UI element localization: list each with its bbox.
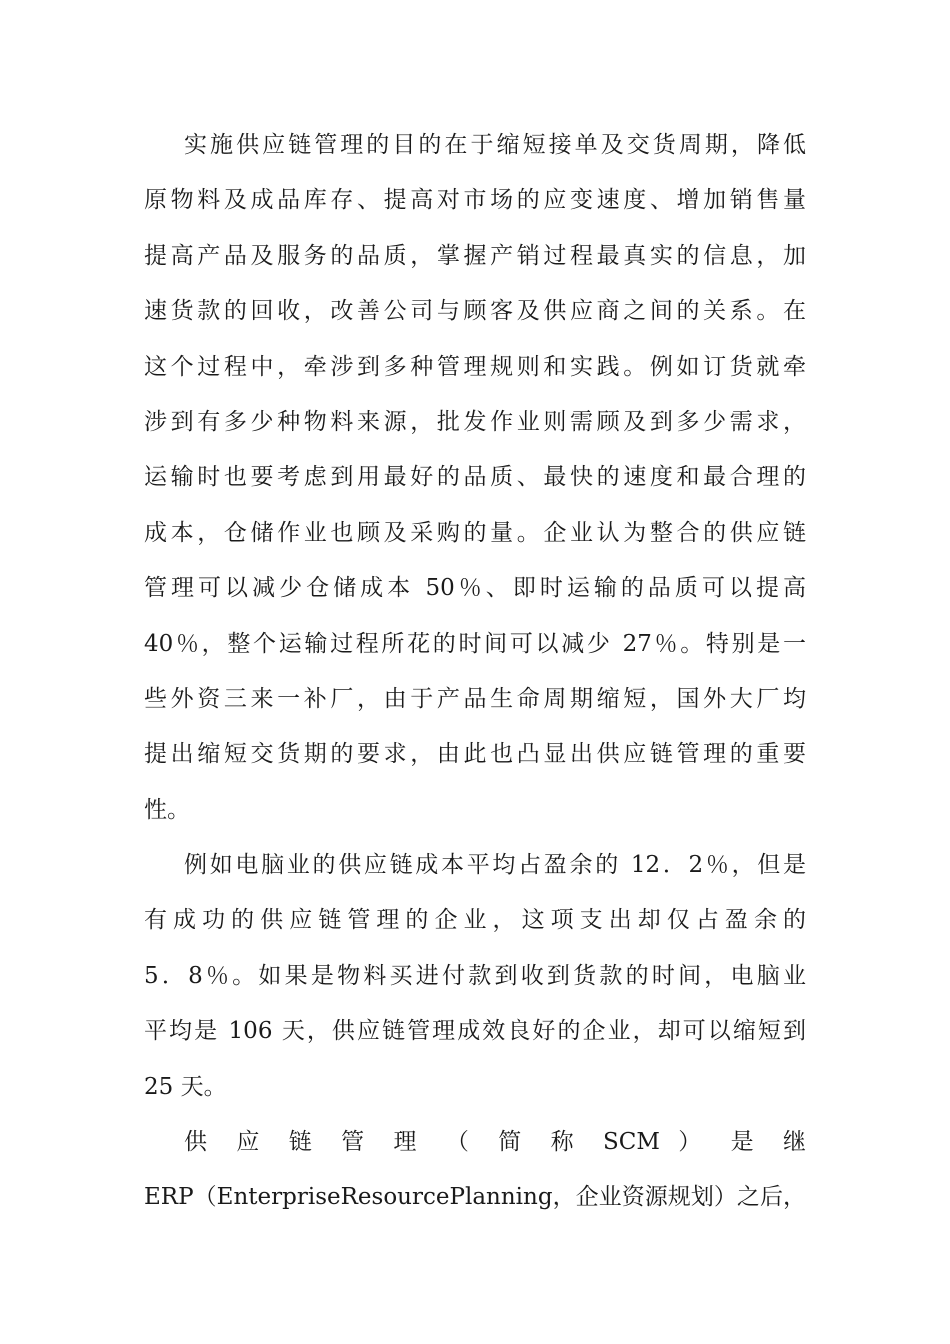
paragraph-1-line-3: 提高产品及服务的品质，掌握产销过程最真实的信息，加: [144, 242, 806, 269]
paragraph-1-line-11: 些外资三来一补厂，由于产品生命周期缩短，国外大厂均: [144, 685, 806, 712]
paragraph-1-line-7: 运输时也要考虑到用最好的品质、最快的速度和最合理的: [144, 464, 806, 491]
body-text: [144, 118, 806, 1226]
paragraph-2-line-1: 例如电脑业的供应链成本平均占盈余的 12．2％，但是: [184, 852, 806, 879]
paragraph-2-line-5: 25 天。: [144, 1073, 227, 1100]
paragraph-1-line-12: 提出缩短交货期的要求，由此也凸显出供应链管理的重要: [144, 741, 806, 768]
paragraph-1-line-6: 涉到有多少种物料来源，批发作业则需顾及到多少需求，: [144, 408, 806, 435]
paragraph-3-line-2: ERP（EnterpriseResourcePlanning，企业资源规划）之后，: [144, 1184, 806, 1211]
paragraph-1-line-5: 这个过程中，牵涉到多种管理规则和实践。例如订货就牵: [144, 353, 806, 380]
paragraph-3-line-1: 供 应 链 管 理 （ 简 称 SCM ） 是 继: [184, 1129, 806, 1156]
paragraph-1-line-10: 40％，整个运输过程所花的时间可以减少 27％。特别是一: [144, 630, 806, 657]
paragraph-1-line-8: 成本，仓储作业也顾及采购的量。企业认为整合的供应链: [144, 519, 806, 546]
paragraph-1-line-13: 性。: [144, 796, 190, 823]
paragraph-2-line-2: 有成功的供应链管理的企业，这项支出却仅占盈余的: [144, 907, 806, 934]
paragraph-2-line-4: 平均是 106 天，供应链管理成效良好的企业，却可以缩短到: [144, 1018, 806, 1045]
paragraph-1-line-1: 实施供应链管理的目的在于缩短接单及交货周期，降低: [184, 132, 806, 158]
paragraph-1-line-4: 速货款的回收，改善公司与顾客及供应商之间的关系。在: [144, 298, 806, 325]
paragraph-1-line-2: 原物料及成品库存、提高对市场的应变速度、增加销售量: [144, 187, 806, 214]
paragraph-2-line-3: 5．8％。如果是物料买进付款到收到货款的时间，电脑业: [144, 962, 806, 989]
paragraph-1-line-9: 管理可以减少仓储成本 50％、即时运输的品质可以提高: [144, 575, 806, 602]
